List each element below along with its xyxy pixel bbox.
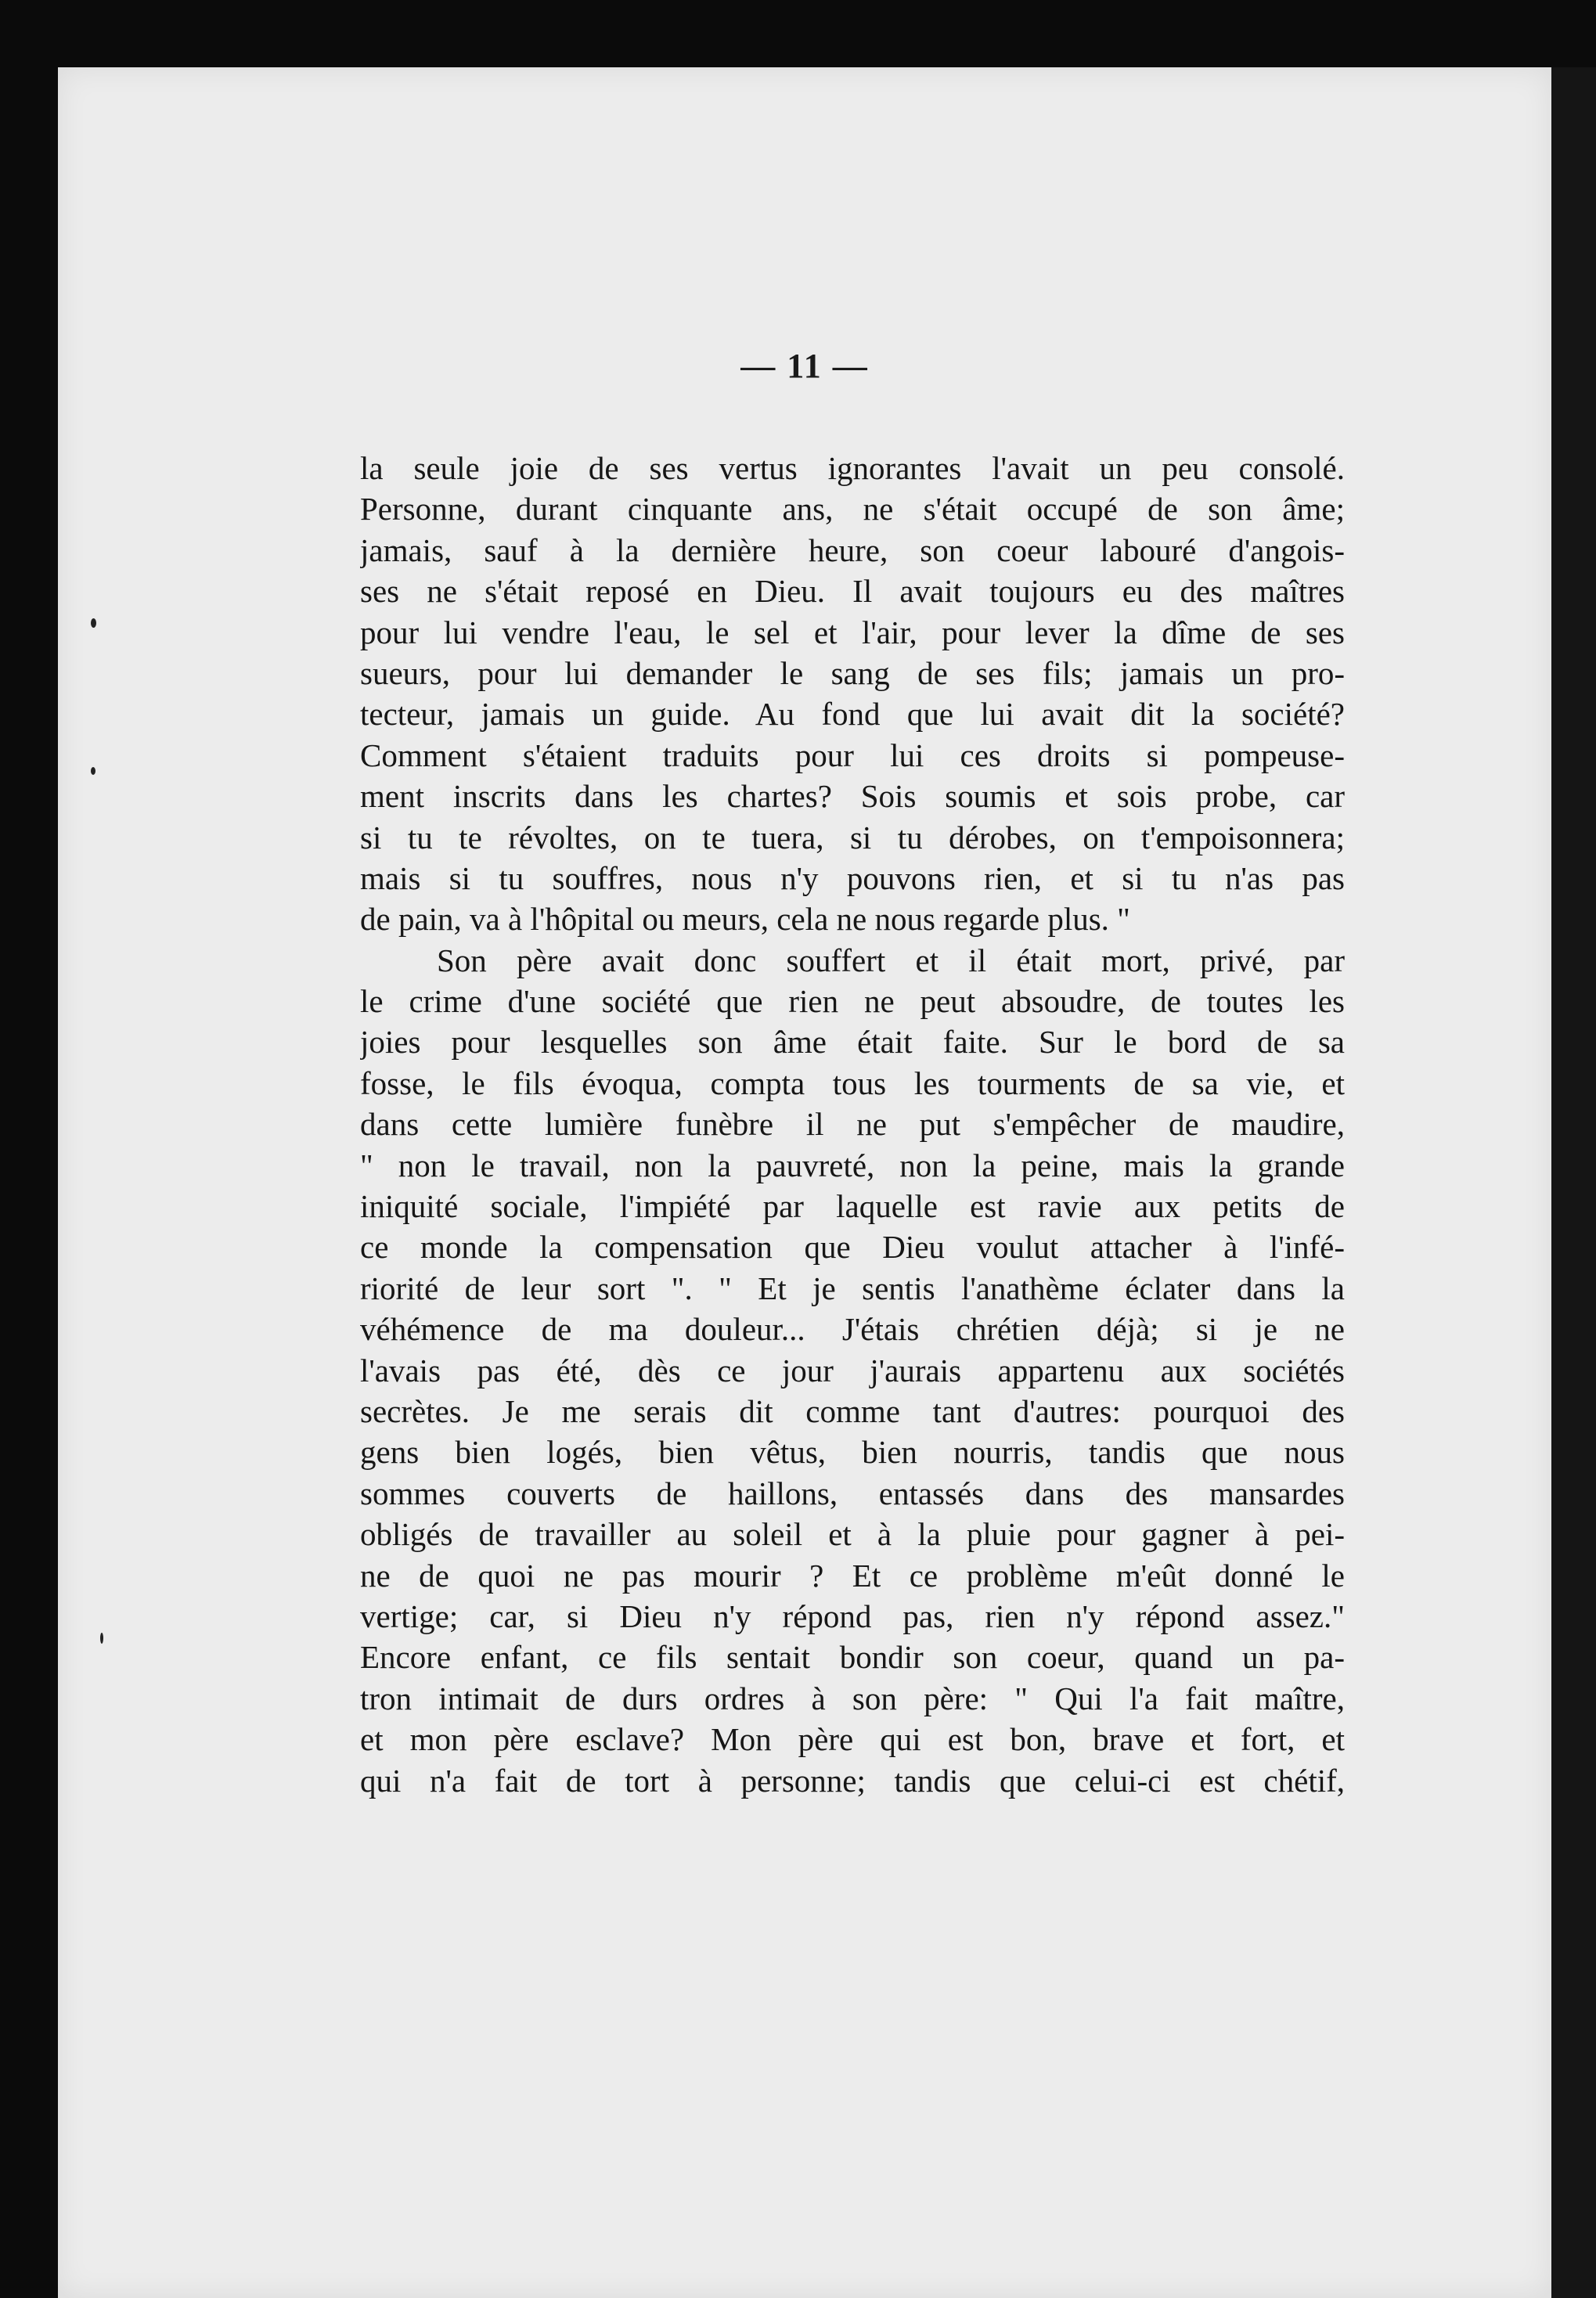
- book-page: [58, 67, 1551, 2298]
- scan-speck: [91, 767, 95, 775]
- text-line: iniquité sociale, l'impiété par laquelle est ravie aux petits de: [360, 1188, 1345, 1225]
- text-line: vertige; car, si Dieu n'y répond pas, rien n'y répond assez.": [360, 1597, 1345, 1634]
- text-line: l'avais pas été, dès ce jour j'aurais appartenu aux sociétés: [360, 1352, 1345, 1389]
- text-line: dans cette lumière funèbre il ne put s'empêcher de maudire,: [360, 1106, 1345, 1143]
- text-line: " non le travail, non la pauvreté, non la peine, mais la grande: [360, 1147, 1345, 1183]
- text-line: pour lui vendre l'eau, le sel et l'air, pour lever la dîme de ses: [360, 614, 1345, 650]
- text-line: ne de quoi ne pas mourir ? Et ce problème m'eût donné le: [360, 1557, 1345, 1594]
- text-line: ment inscrits dans les chartes? Sois soumis et sois probe, car: [360, 778, 1345, 815]
- text-line: riorité de leur sort ". " Et je sentis l'anathème éclater dans la: [360, 1270, 1345, 1306]
- text-line: obligés de travailler au soleil et à la pluie pour gagner à pei-: [360, 1516, 1345, 1553]
- text-line: fosse, le fils évoqua, compta tous les tourments de sa vie, et: [360, 1064, 1345, 1101]
- text-line: Personne, durant cinquante ans, ne s'était occupé de son âme;: [360, 491, 1345, 528]
- text-line: jamais, sauf à la dernière heure, son coeur labouré d'angois-: [360, 531, 1345, 568]
- text-line: de pain, va à l'hôpital ou meurs, cela ne nous regarde plus. ": [360, 901, 1130, 938]
- text-line: sommes couverts de haillons, entassés dans des mansardes: [360, 1475, 1345, 1511]
- text-line: gens bien logés, bien vêtus, bien nourris, tandis que nous: [360, 1434, 1345, 1471]
- text-line: la seule joie de ses vertus ignorantes l'avait un peu consolé.: [360, 450, 1345, 486]
- text-line: mais si tu souffres, nous n'y pouvons rien, et si tu n'as pas: [360, 859, 1345, 896]
- scan-speck: [91, 618, 96, 628]
- text-line: ses ne s'était reposé en Dieu. Il avait toujours eu des maîtres: [360, 573, 1345, 610]
- text-line: Encore enfant, ce fils sentait bondir son coeur, quand un pa-: [360, 1639, 1345, 1676]
- text-line: joies pour lesquelles son âme était faite. Sur le bord de sa: [360, 1024, 1345, 1061]
- body-text: [360, 448, 1345, 1801]
- text-line: véhémence de ma douleur... J'étais chrétien déjà; si je ne: [360, 1311, 1345, 1348]
- text-line: si tu te révoltes, on te tuera, si tu dérobes, on t'empoisonnera;: [360, 819, 1345, 855]
- text-line: Son père avait donc souffert et il était mort, privé, par: [437, 942, 1345, 978]
- text-line: le crime d'une société que rien ne peut absoudre, de toutes les: [360, 983, 1345, 1020]
- text-line: qui n'a fait de tort à personne; tandis que celui-ci est chétif,: [360, 1762, 1345, 1799]
- text-line: ce monde la compensation que Dieu voulut attacher à l'infé-: [360, 1229, 1345, 1266]
- text-line: tron intimait de durs ordres à son père: " Qui l'a fait maître,: [360, 1680, 1345, 1716]
- text-line: secrètes. Je me serais dit comme tant d'autres: pourquoi des: [360, 1392, 1345, 1429]
- text-line: tecteur, jamais un guide. Au fond que lui avait dit la société?: [360, 696, 1345, 733]
- page-number: — 11 —: [740, 347, 869, 385]
- page-edge-shadow: [1551, 67, 1596, 2298]
- scan-speck: [100, 1633, 103, 1644]
- text-line: Comment s'étaient traduits pour lui ces droits si pompeuse-: [360, 737, 1345, 773]
- text-line: sueurs, pour lui demander le sang de ses fils; jamais un pro-: [360, 654, 1345, 691]
- text-line: et mon père esclave? Mon père qui est bon, brave et fort, et: [360, 1721, 1345, 1758]
